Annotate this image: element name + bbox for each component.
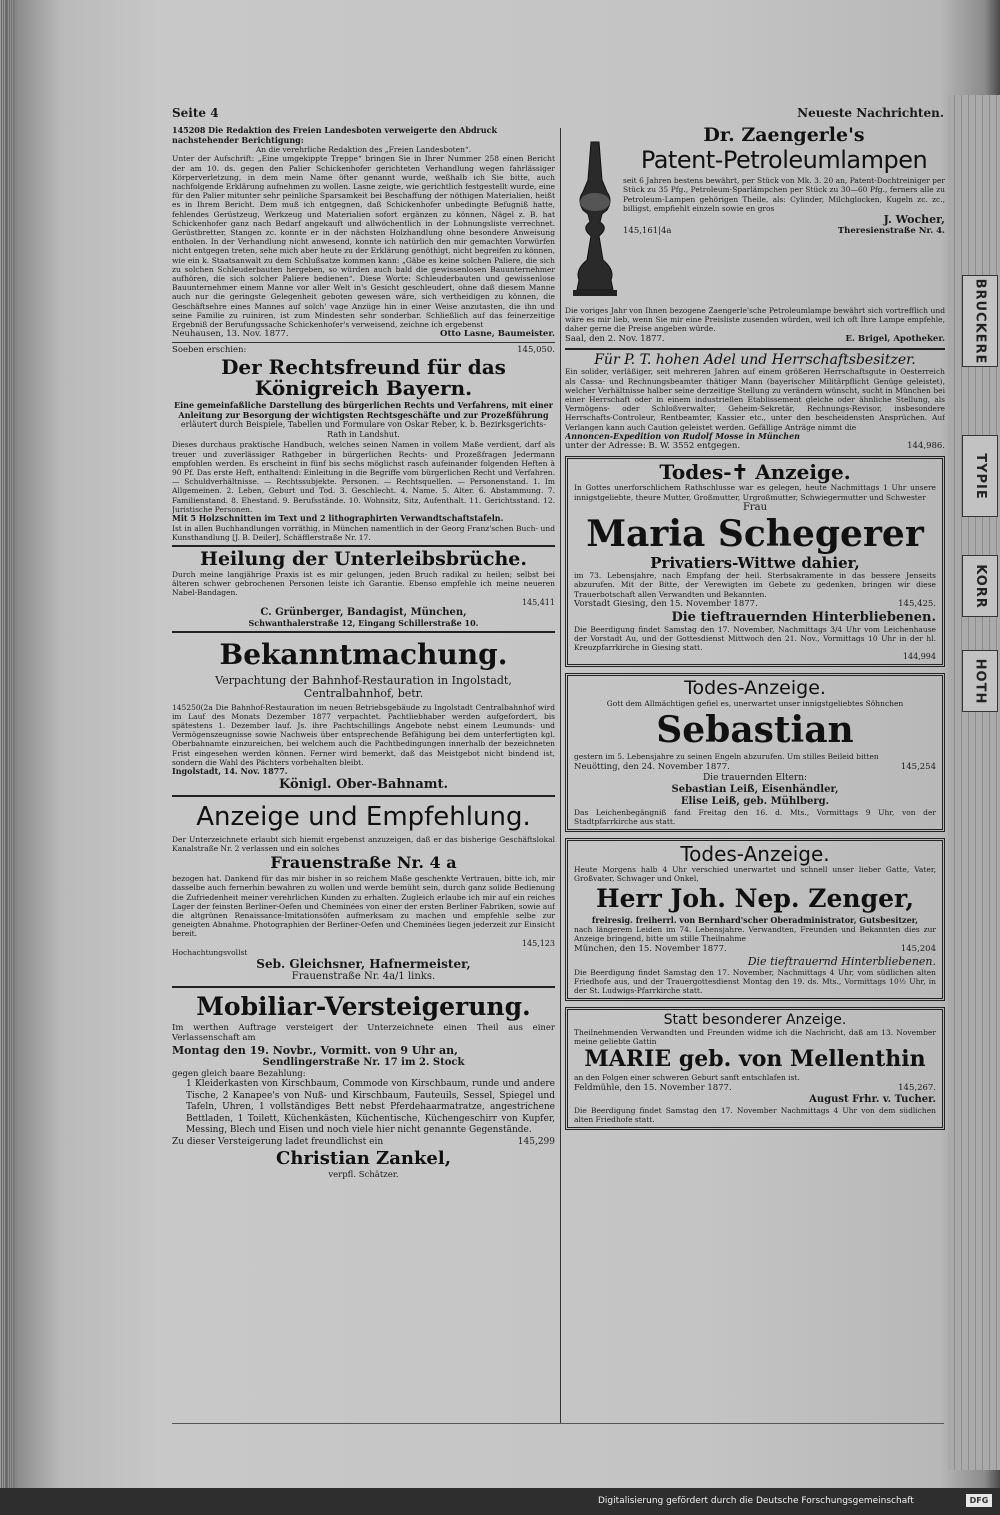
notice-intro: In Gottes unerforschlichem Rathschlusse war es gelegen, heute Nachmittags 1 Uhr unsere innigstgeliebte, theure Mutter, Großmutter, Urgroßmutter, Schwiegermutter und Schwester	[574, 483, 936, 502]
place-date: Neuötting, den 24. November 1877.	[574, 761, 730, 772]
ad-number: 145,411	[521, 597, 555, 607]
ad-anzeige-empfehlung	[172, 800, 555, 983]
edge-tab-text: BRUCKERE	[972, 278, 988, 364]
page-header	[172, 106, 944, 124]
notice-number-2: 144,994	[902, 652, 936, 662]
notice-funeral: Die Beerdigung findet Samstag den 17. November, Nachmittags 4 Uhr, vom südlichen alten Friedhofe aus, und der Trauergottesdienst Montag den 19. ds. Mts., Vormittags 10½ Uhr, in der St. Ludwigs-Pfarrkirche statt.	[574, 967, 936, 996]
ad-address: unter der Adresse: B. W. 3552 entgegen.	[565, 441, 741, 452]
notice-intro: Gott dem Allmächtigen gefiel es, unerwartet unser innigstgeliebtes Söhnchen	[606, 699, 904, 709]
notice-salutation: Frau	[742, 501, 768, 513]
edge-tab-text: TYPIE	[972, 452, 988, 500]
ad-address: Theresienstraße Nr. 4.	[837, 225, 945, 236]
notice-date-line	[574, 599, 936, 610]
place-date: Saal, den 2. Nov. 1877.	[565, 333, 665, 344]
death-notice-sebastian	[565, 673, 945, 832]
ad-invite: Zu dieser Versteigerung ladet freundlichst ein	[172, 1136, 384, 1147]
newspaper-title: Neueste Nachrichten.	[797, 106, 944, 120]
notice-number: 145,254	[900, 761, 936, 772]
ad-testimonial: Die voriges Jahr von Ihnen bezogene Zaengerle'sche Petroleumlampe bewährt sich vortrefflich und wäre es mir lieb, wenn Sie mir eine Preisliste zusenden würden, weil ich oft Ihre Lampe empfehle, daher gerne die Preise angeben würde.	[565, 306, 945, 334]
ad-author: erläutert durch Beispiele, Tabellen und Formulare von Oskar Reber, k. b. Bezirksgerichts-Rath in Landshut.	[180, 420, 547, 440]
ad-terms: gegen gleich baare Bezahlung:	[172, 1068, 306, 1079]
page-number: Seite 4	[172, 106, 219, 120]
ad-title: Dr. Zaengerle's	[703, 126, 865, 146]
notice-title: Todes-Anzeige.	[684, 677, 826, 700]
notice-number: 145,425.	[898, 598, 936, 609]
ad-signature: C. Grünberger, Bandagist, München,	[260, 606, 467, 618]
ad-bekanntmachung	[172, 636, 555, 791]
ad-signature: Königl. Ober-Bahnamt.	[278, 776, 449, 792]
notice-title: Todes-✝ Anzeige.	[659, 460, 851, 485]
place-date: München, den 15. November 1877.	[574, 943, 727, 954]
ad-title: Anzeige und Empfehlung.	[196, 801, 531, 832]
ad-merchant: J. Wocher,	[883, 212, 945, 226]
place-date: Neuhausen, 13. Nov. 1877.	[172, 329, 289, 340]
divider	[565, 348, 945, 350]
place-date: Vorstadt Giesing, den 15. November 1877.	[574, 598, 758, 609]
ad-petroleumlampen	[565, 126, 945, 306]
ad-lead: 145208 Die Redaktion des Freien Landesboten verweigerte den Abdruck nachstehender Berichtigung:	[172, 126, 498, 145]
notice-date-line	[574, 944, 936, 955]
notice-title: Todes-Anzeige.	[680, 842, 830, 867]
divider	[172, 986, 555, 988]
signature: E. Brigel, Apotheker.	[845, 333, 945, 344]
ad-signature-role: verpfl. Schätzer.	[328, 1169, 399, 1180]
notice-number: 145,267.	[898, 1082, 936, 1093]
ad-date-line: Montag den 19. Novbr., Vormitt. von 9 Uhr an,	[172, 1043, 458, 1057]
petroleum-lamp-illustration	[569, 140, 621, 298]
dfg-logo-icon: DFG	[966, 1494, 992, 1507]
ad-address: Frauenstraße Nr. 4 a	[270, 853, 457, 873]
ad-body: Durch meine langjährige Praxis ist es mir gelungen, jeden Bruch radikal zu heilen; selbst bei älteren schwer gebrochenen Personen leiste ich Garantie. Ebenso empfehle ich meine neueren Nabel-Bandagen.	[172, 570, 555, 598]
ad-signature-line	[172, 329, 555, 340]
ad-title: Der Rechtsfreund für das Königreich Bayern.	[221, 355, 506, 401]
ad-body: 145250(2a Die Bahnhof-Restauration im neuen Betriebsgebäude zu Ingolstadt Centralbahnhof wird im Lauf des Monats Dezember 1877 verpachtet. Pachtliebhaber werden aufgefordert, bis spätestens 1. Dezember lauf. Js. ihre Pachtschillings Angebote nebst einem Leumunds- und Vermögenszeugnisse sowie Nachweis über entsprechende Befähigung bei dem unterfertigten kgl. Oberbahnamte einzureichen, bei welchem auch die Pachtbedingungen innerhalb der bezeichneten Frist eingesehen werden können. Ferner wird bemerkt, daß das Meistgebot nicht bindend ist, sondern die Wahl des Pächters vorbehalten bleibt.	[172, 702, 555, 767]
notice-funeral: Die Beerdigung findet Samstag den 17. November Nachmittags 4 Uhr von dem südlichen alten Friedhofe statt.	[574, 1105, 936, 1124]
place-date: Feldmühle, den 15. November 1877.	[574, 1082, 732, 1093]
notice-number: 145,204	[900, 943, 936, 954]
ad-body: Ein solider, verläßiger, seit mehreren Jahren auf einem größeren Herrschaftsgute in Oesterreich als Cassa- und Rechnungsbeamter thätiger Mann (bayerischer Militärpflicht Genüge geleistet), welcher Verhältnisse halber seine derzeitige Stellung zu verändern wünscht, sucht in München bei einer Herrschaft oder in einem industriellen Etablissement gleiche oder ähnliche Stellung, als Vermögens- oder Schloßverwalter, Geheim-Sekretär, Rechnungs-Revisor, insbesondere Herrschafts-Controleur, Rentbeamter, Kassier etc., unter den bescheidensten Ansprüchen. Auf Verlangen kann auch Caution geleistet werden. Gefällige Anträge nimmt die	[565, 367, 945, 432]
notice-name: MARIE geb. von Mellenthin	[584, 1046, 926, 1073]
ad-address-line	[623, 226, 945, 237]
divider	[172, 545, 555, 547]
divider	[172, 631, 555, 633]
ad-title: Für P. T. hohen Adel und Herrschaftsbesitzer.	[594, 352, 916, 368]
ad-title: Mobiliar-Versteigerung.	[196, 991, 531, 1021]
ad-title: Heilung der Unterleibsbrüche.	[200, 550, 527, 571]
notice-date-line	[574, 1083, 936, 1094]
notice-signed: Die trauernden Eltern:	[702, 772, 808, 783]
ad-number: 145,161|4a	[623, 225, 672, 236]
ad-invite-line	[172, 1137, 555, 1148]
death-notice-mellenthin	[565, 1007, 945, 1130]
notice-funeral: Das Leichenbegängniß fand Freitag den 16. d. Mts., Vormittags 9 Uhr, von der Stadtpfarrkirche aus statt.	[574, 807, 936, 826]
ad-intro: Der Unterzeichnete erlaubt sich hiemit ergebenst anzuzeigen, daß er das bisherige Geschäftslokal Kanalstraße Nr. 2 verlassen und ein solches	[172, 834, 555, 854]
edge-tab	[962, 435, 998, 517]
place-date: Ingolstadt, 14. Nov. 1877.	[172, 766, 288, 777]
ad-place-line: Sendlingerstraße Nr. 17 im 2. Stock	[262, 1056, 465, 1068]
notice-intro: Theilnehmenden Verwandten und Freunden widme ich die Nachricht, daß am 13. November meine geliebte Gattin	[574, 1027, 936, 1047]
signature: Otto Lasne, Baumeister.	[440, 329, 555, 340]
page-stack-edge-left-2	[8, 0, 14, 1490]
notice-intro: Heute Morgens halb 4 Uhr verschied unerwartet und schnell unser lieber Gatte, Vater, Großvater, Schwager und Onkel,	[574, 865, 936, 884]
ad-petroleumlampen-testimonial	[565, 306, 945, 345]
edge-tab-text: HOTH	[972, 658, 988, 704]
notice-role: Privatiers-Wittwe dahier,	[650, 553, 860, 572]
ad-number: 145,123	[521, 938, 555, 948]
ad-agency: Annoncen-Expedition von Rudolf Mosse in München	[565, 430, 800, 441]
ad-signature: Christian Zankel,	[276, 1147, 451, 1169]
ad-source: Ist in allen Buchhandlungen vorräthig, in München namentlich in der Georg Franz'schen Buch- und Kunsthandlung [J. B. Deiler], Schäfflerstraße Nr. 17.	[172, 523, 555, 542]
digitization-credit: Digitalisierung gefördert durch die Deutsche Forschungsgemeinschaft	[598, 1496, 914, 1506]
ad-signature-address: Frauenstraße Nr. 4a/1 links.	[291, 970, 436, 982]
notice-body: an den Folgen einer schweren Geburt sanft entschlafen ist.	[574, 1073, 800, 1083]
ad-berichtigung	[172, 126, 555, 340]
ad-signature: Seb. Gleichsner, Hafnermeister,	[256, 956, 471, 971]
notice-signature: August Frhr. v. Tucher.	[809, 1093, 936, 1105]
right-column	[565, 126, 945, 1136]
death-notice-schegerer	[565, 456, 945, 667]
notice-name: Herr Joh. Nep. Zenger,	[595, 884, 915, 914]
ad-body: Unter der Aufschrift: „Eine umgekippte Treppe“ bringen Sie in Ihrer Nummer 258 einen Bericht der am 10. ds. gegen den Palier Schickenhofer gerichteten Verhandlung wegen fahrlässiger Körperverletzung, in dem mein Name öfter genannt wurde, weßhalb ich Sie bitte, auch nachfolgende Erklärung aufnehmen zu wollen. Lasne zeigte, wie gerichtlich festgestellt wurde, eine für den Palier mitunter sehr peinliche Sparsamkeit bei Beschaffung der nöthigen Materialien, heißt es in Ihrem Bericht. Dem muß ich entgegnen, daß Schickenhofer unbedingte Befugniß hatte, fehlendes Gerüstzeug, Werkzeug und Materialien sofort ergänzen zu können, Nägel z. B. hat Schickenhofer ganz nach Bedarf angekauft und allwöchentlich in der Lohnungsliste verrechnet. Gerüstbretter, Stangen zc. konnte er in der nächsten Holzhandlung ohne besondere Anweisung entholen. In der Verhandlung nicht anwesend, konnte ich natürlich den mir gemachten Vorwürfen nicht entgegen treten, sehe mich aber heute zu der Erklärung genöthigt, nicht begreifen zu können, wie ein k. Staatsanwalt zu dem Schlußsatze kommen kann: „Gäbe es keine solchen Paliere, die sich zu solchen Schleuderbauten hergeben, so würden auch bald die gewissenlosen Bauunternehmer aufhören, die sich solcher Paliere bedienen“. Diese Worte: Schleuderbauten und gewissenlose Bauunternehmer einem Manne vor aller Welt in's Gesicht geschleudert, ohne daß diesem Manne auch nur die geringste Gelegenheit geboten gewesen wäre, sich vertheidigen zu können, die Geschäftsehre eines Mannes auf solch' vage Anzüge hin in einer Weise anzutasten, die ihn und seine Familie zu ruiniren, ist zum Mindesten sehr sonderbar. Schließlich auf das feinerzeitige Ergebniß der Berufungssache Schickenhofer's verweisend, zeichne ich ergebenst	[172, 154, 555, 330]
notice-body: im 73. Lebensjahre, nach Empfang der heil. Sterbsakramente in das bessere Jenseits abzurufen. Mit der Bitte, der Verewigten im Gebete zu gedenken, bringen wir diese Trauerbotschaft allen Verwandten und Bekannten.	[574, 571, 936, 599]
ad-address-line	[565, 441, 945, 452]
edge-tab	[962, 555, 998, 617]
edge-tab-text: KORR	[972, 563, 988, 609]
ad-body: bezogen hat. Dankend für das mir bisher in so reichem Maße geschenkte Vertrauen, bitte ich, mir dasselbe auch fernerhin bewahren zu wollen und werde bemüht sein, durch ganz solide Bedienung die Zufriedenheit meiner verehrlichen Kunden zu erhalten. Zugleich erlaube ich mir auf ein reiches Lager der feinsten Berliner-Oefen und Cheminées von einer der ersten Berliner Fabriken, sowie auf die altgrünen Renaissance-Imitationsöfen aufmerksam zu machen und empfehle selbe zur geneigten Abnahme. Photographien der Berliner-Oefen und Cheminées liegen jederzeit zur Einsicht bereit.	[172, 874, 555, 939]
notice-title: Statt besonderer Anzeige.	[663, 1012, 847, 1029]
divider	[172, 795, 555, 797]
death-notice-zenger	[565, 838, 945, 1001]
ad-number: 145,050.	[517, 345, 555, 356]
notice-name: Sebastian	[656, 708, 854, 751]
ad-mobiliar-versteigerung	[172, 991, 555, 1180]
notice-role: freiresig. freiherrl. von Bernhard'scher Oberadministrator, Gutsbesitzer,	[591, 914, 919, 925]
ad-signature-line	[565, 334, 945, 345]
column-divider	[560, 128, 561, 1423]
adjacent-page-edge	[948, 95, 1000, 1470]
edge-tab	[962, 275, 998, 367]
ad-address: Schwanthalerstraße 12, Eingang Schillerstraße 10.	[248, 617, 479, 628]
ad-number: 145,299	[517, 1136, 555, 1147]
ad-headline: Patent-Petroleumlampen	[640, 145, 928, 174]
page-stack-edge-left	[0, 0, 6, 1490]
ad-subtitle: Verpachtung der Bahnhof-Restauration in Ingolstadt, Centralbahnhof, betr.	[215, 673, 512, 700]
ad-rechtsfreund	[172, 345, 555, 542]
ad-number: 144,986.	[907, 441, 945, 452]
notice-body: gestern im 5. Lebensjahre zu seinen Engeln abzurufen. Um stilles Beileid bitten	[574, 752, 879, 762]
left-column	[172, 126, 555, 1180]
notice-funeral: Die Beerdigung findet Samstag den 17. November, Nachmittags 3/4 Uhr vom Leichenhause der Vorstadt Au, und der Gottesdienst Mittwoch den 21. Nov., Vormittags 10 Uhr in der hl. Kreuzpfarrkirche in Giesing statt.	[574, 624, 936, 653]
notice-name: Maria Schegerer	[586, 512, 924, 555]
ad-items: 1 Kleiderkasten von Kirschbaum, Commode von Kirschbaum, runde und andere Tische, 2 Kanapee's von Nuß- und Kirschbaum, Fauteuils, Sessel, Spiegel und Tafeln, Uhren, 1 vollständiges Bett nebst Pferdehaarmatratze, angestrichene Bettladen, 1 Toilett, Küchenkästen, Küchentische, Küchengeschirr von Kupfer, Messing, Blech und Eisen und noch viele hier nicht genannte Gegenstände.	[186, 1079, 555, 1136]
divider	[172, 342, 555, 343]
notice-signed: Die tieftrauernden Hinterbliebenen.	[671, 609, 936, 625]
ad-body: Dieses durchaus praktische Handbuch, welches seinen Namen in vollem Maße verdient, darf als treuer und zuverlässiger Rathgeber in bürgerlichen Rechts- und Prozeßfragen Jedermann empfohlen werden. Es erscheint in fünf bis sechs möglichst rasch aufeinander folgenden Heften à 90 Pf. Das erste Heft, enthaltend: Einleitung in die Begriffe vom bürgerlichen Recht und Verfahren. — Schuldverhältnisse. — Rechtssubjekte. Personen. — Rechtsquellen. — Personenstand. 1. Im Allgemeinen. 2. Leben, Geburt und Tod. 3. Geschlecht. 4. Name. 5. Alter. 6. Abstammung. 7. Familienstand. 8. Ehestand. 9. Berufsstände. 10. Wohnsitz, Sitz, Aufenthalt. 11. Gerichtsstand. 12. Juristische Personen.	[172, 440, 555, 514]
ad-herrschaftsbesitzer	[565, 353, 945, 453]
ad-note: Mit 5 Holzschnitten im Text und 2 lithographirten Verwandtschaftstafeln.	[172, 513, 504, 524]
ad-intro: Soeben erschien:	[172, 345, 247, 356]
notice-parent-2: Elise Leiß, geb. Mühlberg.	[680, 795, 830, 807]
ad-subtitle: Eine gemeinfaßliche Darstellung des bürgerlichen Rechts und Verfahrens, mit einer Anleitung zur Besorgung der wichtigsten Rechtsgeschäfte und zur Prozeßführung	[173, 400, 553, 420]
ad-intro: Im werthen Auftrage versteigert der Unterzeichnete einen Theil aus einer Verlassenschaft am	[172, 1022, 555, 1044]
ad-closing: Hochachtungsvollst	[172, 947, 248, 957]
notice-parent-1: Sebastian Leiß, Eisenhändler,	[671, 783, 839, 795]
ad-body: seit 6 Jahren bestens bewährt, per Stück von Mk. 3. 20 an, Patent-Dochtreiniger per Stück zu 35 Pfg., Petroleum-Sparlämpchen per Stück zu 30—60 Pfg., ferners alle zu Petroleum-Lampen gehörigen Theile, als: Cylinder, Milchglocken, Kugeln zc. zc., billigst, empfiehlt einzeln sowie en gros	[623, 176, 945, 213]
notice-date-line	[574, 762, 936, 773]
ad-title: Bekanntmachung.	[219, 638, 508, 672]
footer-rule	[172, 1423, 944, 1424]
ad-unterleibsbrueche	[172, 550, 555, 628]
ad-address: An die verehrliche Redaktion des „Freien Landesboten“.	[255, 145, 472, 155]
notice-body: nach längerem Leiden im 74. Lebensjahre. Verwandten, Freunden und Bekannten dies zur Anzeige bringend, bitte um stille Theilnahme	[574, 925, 936, 944]
edge-tab	[962, 650, 998, 712]
notice-signed: Die tieftrauernd Hinterbliebenen.	[747, 954, 936, 968]
